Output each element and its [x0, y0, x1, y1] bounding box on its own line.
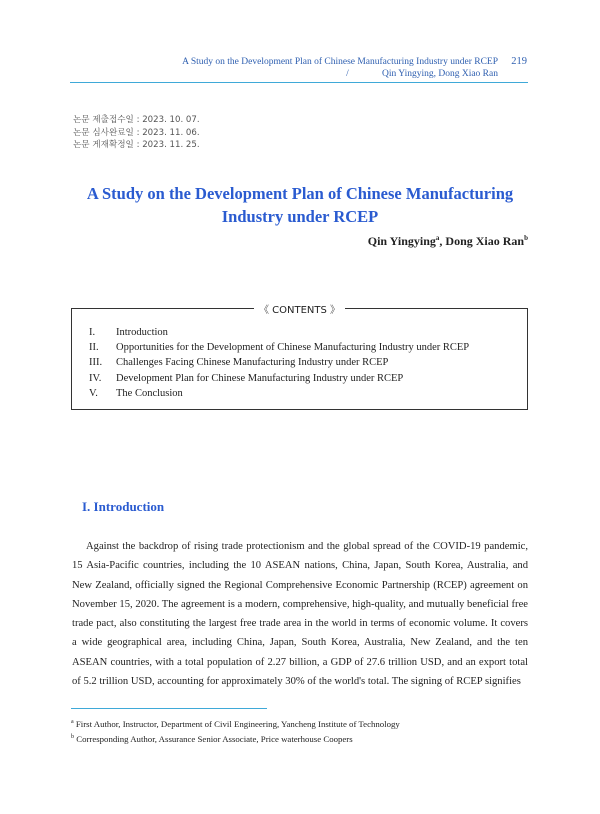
author-1: Qin Yingying — [367, 234, 436, 248]
page-number: 219 — [511, 56, 527, 67]
title-line-2: Industry under RCEP — [221, 207, 379, 226]
footnote-b — [71, 731, 400, 746]
submission-dates — [73, 114, 200, 152]
footnote-b-mark: b — [71, 733, 74, 740]
date-reviewed: 논문 심사완료일 : 2023. 11. 06. — [73, 127, 200, 138]
toc-item — [89, 325, 469, 340]
footnote-divider — [71, 708, 267, 709]
author-1-mark: a — [435, 234, 440, 242]
toc-text: Challenges Facing Chinese Manufacturing Industry under RCEP — [116, 357, 389, 369]
toc-item — [89, 340, 469, 355]
contents-label-wrap — [72, 300, 527, 318]
date-submitted: 논문 제출접수일 : 2023. 10. 07. — [73, 115, 200, 125]
footnote-a — [71, 716, 400, 731]
table-of-contents — [89, 325, 469, 401]
running-header-text — [182, 56, 498, 80]
toc-number: V. — [89, 387, 98, 399]
running-header — [70, 56, 528, 83]
contents-label: 《 CONTENTS 》 — [254, 305, 345, 316]
toc-item — [89, 371, 469, 386]
toc-text: Development Plan for Chinese Manufacturing Industry under RCEP — [116, 372, 404, 384]
paper-title — [70, 182, 530, 228]
footnote-a-text: First Author, Instructor, Department of Civil Engineering, Yancheng Institute of Technology — [75, 718, 400, 729]
introduction-paragraph: Against the backdrop of rising trade protectionism and the global spread of the COVID-19 pandemic, 15 Asia-Pacific countries, including the 10 ASEAN nations, China, Japan, South Korea, Australia, and New Zealand, officially signed the Regional Comprehensive Economic Partnership (RCEP) agreement on November 15, 2020. The agreement is a modern, comprehensive, high-quality, and mutually beneficial free trade pact, also constituting the largest free trade area in the world in terms of economic volume. It covers a wide geographical area, including China, Japan, South Korea, Australia, New Zealand, and the ten ASEAN countries, with a total population of 2.27 billion, a GDP of 27.6 trillion USD, and an export total of 5.2 trillion USD, accounting for approximately 30% of the world's total. The signing of RCEP signifies — [72, 541, 528, 688]
section-heading-introduction: I. Introduction — [82, 499, 165, 514]
toc-number: I. — [89, 327, 96, 338]
toc-number: III. — [89, 357, 103, 369]
running-authors: / Qin Yingying, Dong Xiao Ran — [346, 69, 498, 79]
toc-text: Introduction — [116, 327, 168, 338]
toc-item — [89, 386, 469, 401]
toc-number: II. — [89, 342, 99, 354]
author-2-mark: b — [524, 234, 528, 242]
footnote-a-mark: a — [71, 719, 74, 725]
author-list — [368, 234, 528, 249]
running-title: A Study on the Development Plan of Chinese Manufacturing Industry under RCEP — [182, 57, 498, 67]
contents-box — [71, 305, 528, 410]
toc-item — [89, 355, 469, 370]
title-line-1: A Study on the Development Plan of Chinese Manufacturing — [86, 184, 514, 203]
toc-number: IV. — [89, 372, 102, 384]
toc-text: The Conclusion — [116, 387, 183, 399]
date-accepted: 논문 게재확정일 : 2023. 11. 25. — [73, 140, 200, 150]
footnote-b-text: Corresponding Author, Assurance Senior Associate, Price waterhouse Coopers — [76, 733, 353, 744]
author-2: Dong Xiao Ran — [445, 234, 525, 248]
author-separator: , — [439, 234, 446, 248]
footnotes — [71, 716, 400, 746]
toc-text: Opportunities for the Development of Chinese Manufacturing Industry under RCEP — [116, 342, 470, 354]
